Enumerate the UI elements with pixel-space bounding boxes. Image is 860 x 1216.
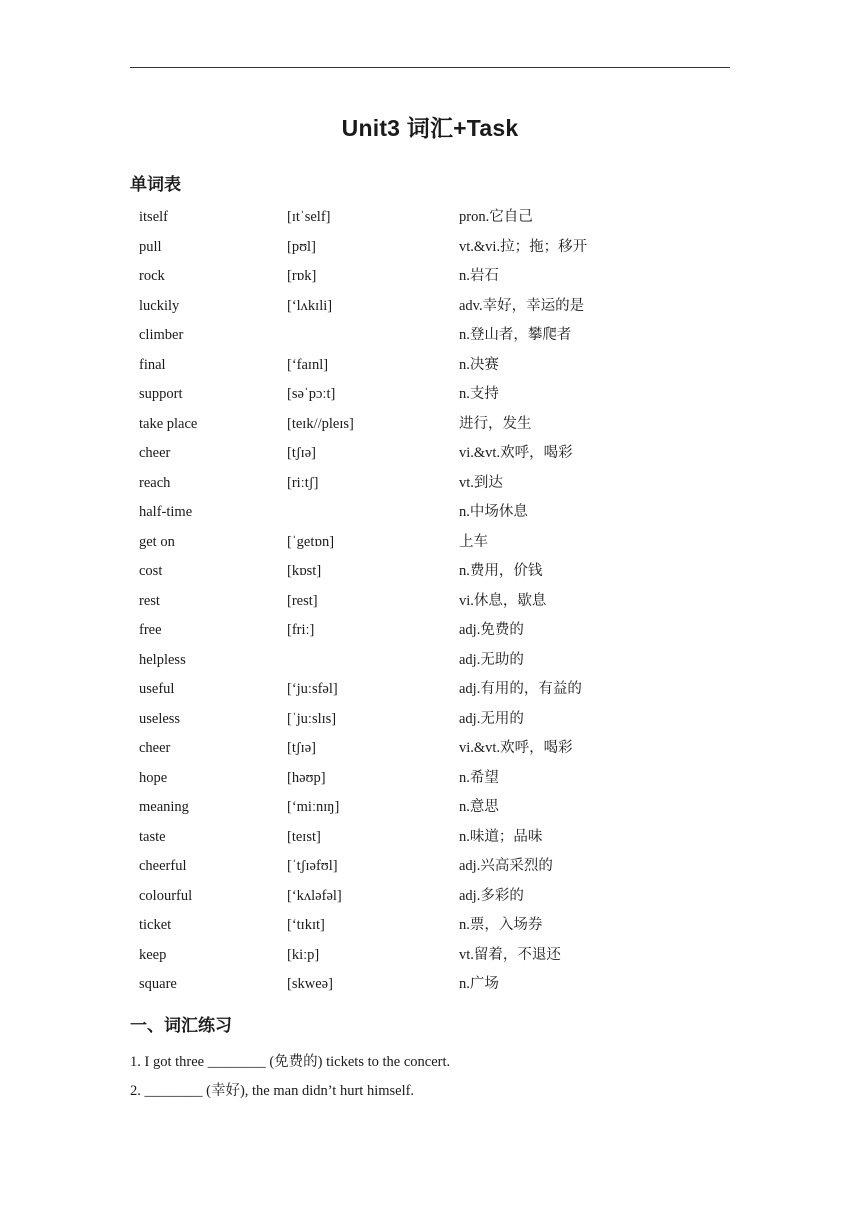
vocab-meaning: n.支持 xyxy=(459,386,499,402)
vocab-word: ticket xyxy=(139,917,172,933)
vocab-phonetic: [pʊl] xyxy=(287,238,316,255)
vocab-word: hope xyxy=(139,769,168,786)
vocab-meaning: adj.有用的，有益的 xyxy=(459,681,582,697)
vocab-word: free xyxy=(139,622,162,638)
vocab-word: pull xyxy=(139,238,162,255)
vocab-word: itself xyxy=(139,209,168,225)
vocab-word: rest xyxy=(139,592,160,609)
vocab-phonetic: [‘tɪkɪt] xyxy=(287,917,325,933)
vocab-phonetic: [teɪst] xyxy=(287,828,321,845)
vocab-phonetic: [‘miːnɪŋ] xyxy=(287,799,340,815)
vocab-phonetic: [‘juːsfəl] xyxy=(287,681,338,697)
vocab-meaning: n.希望 xyxy=(459,769,499,786)
vocab-meaning: adj.无用的 xyxy=(459,710,524,727)
vocab-word: keep xyxy=(139,946,167,963)
vocab-word: helpless xyxy=(139,651,186,668)
vocab-meaning: n.广场 xyxy=(459,976,499,992)
vocab-word: useless xyxy=(139,710,181,727)
vocab-word: useful xyxy=(139,681,175,697)
vocab-word: get on xyxy=(139,533,175,550)
vocab-phonetic: [teɪk//pleɪs] xyxy=(287,415,354,432)
vocab-meaning: vt.到达 xyxy=(459,474,503,491)
vocab-meaning: n.票，入场券 xyxy=(459,917,543,933)
vocab-phonetic: [‘kʌləfəl] xyxy=(287,887,342,904)
vocab-word: reach xyxy=(139,474,171,491)
vocab-phonetic: [friː] xyxy=(287,622,315,638)
vocab-meaning: vi.&vt.欢呼，喝彩 xyxy=(459,445,573,461)
vocab-phonetic: [kiːp] xyxy=(287,946,320,963)
vocab-word: cheer xyxy=(139,445,171,461)
header-rule xyxy=(130,67,730,68)
vocab-phonetic: [həʊp] xyxy=(287,769,326,786)
vocab-phonetic: [‘lʌkɪli] xyxy=(287,297,333,314)
vocab-word: cheerful xyxy=(139,858,187,874)
vocab-heading: 单词表 xyxy=(130,175,181,194)
vocab-phonetic: [tʃɪə] xyxy=(287,445,316,461)
vocab-meaning: n.中场休息 xyxy=(459,504,528,520)
vocab-phonetic: [rest] xyxy=(287,592,318,609)
vocab-word: meaning xyxy=(139,799,189,815)
vocab-phonetic: [‘faɪnl] xyxy=(287,356,329,373)
vocab-meaning: adj.多彩的 xyxy=(459,887,524,904)
vocab-phonetic: [kɒst] xyxy=(287,563,322,579)
vocab-meaning: adv.幸好，幸运的是 xyxy=(459,297,585,314)
vocab-meaning: n.费用，价钱 xyxy=(459,563,543,579)
vocab-meaning: n.决赛 xyxy=(459,356,499,373)
vocab-meaning: adj.免费的 xyxy=(459,622,524,638)
vocab-meaning: vi.&vt.欢呼，喝彩 xyxy=(459,740,573,756)
exercise-item-2: 2. ________ (幸好), the man didn’t hurt himself. xyxy=(130,1083,415,1099)
vocab-phonetic: [ˈjuːslɪs] xyxy=(287,710,337,727)
vocab-meaning: vi.休息，歇息 xyxy=(459,592,547,609)
page-title: Unit3 词汇+Task xyxy=(341,115,519,141)
vocab-word: support xyxy=(139,386,183,402)
vocab-meaning: pron.它自己 xyxy=(459,209,533,225)
exercise-heading: 一、词汇练习 xyxy=(130,1016,232,1035)
vocab-word: rock xyxy=(139,268,165,284)
vocab-word: taste xyxy=(139,828,166,845)
vocab-word: colourful xyxy=(139,887,193,904)
vocab-meaning: n.意思 xyxy=(459,799,499,815)
vocab-phonetic: [tʃɪə] xyxy=(287,740,316,756)
vocab-word: final xyxy=(139,356,166,373)
vocab-phonetic: [ˈtʃɪəfʊl] xyxy=(287,858,338,874)
vocab-meaning: n.岩石 xyxy=(459,268,499,284)
vocab-phonetic: [rɒk] xyxy=(287,268,317,284)
vocab-meaning: vt.&vi.拉；拖；移开 xyxy=(459,238,588,255)
vocab-word: square xyxy=(139,976,177,992)
vocab-word: half-time xyxy=(139,504,193,520)
vocab-meaning: 进行，发生 xyxy=(459,415,532,432)
vocab-meaning: n.味道；品味 xyxy=(459,828,543,845)
vocab-phonetic: [səˈpɔːt] xyxy=(287,386,336,402)
vocab-meaning: n.登山者，攀爬者 xyxy=(459,327,572,343)
vocab-phonetic: [ˈgetɒn] xyxy=(287,533,335,550)
vocab-phonetic: [ɪtˈself] xyxy=(287,209,331,225)
vocab-meaning: adj.无助的 xyxy=(459,651,524,668)
vocab-word: luckily xyxy=(139,297,180,314)
exercise-item-1: 1. I got three ________ (免费的) tickets to the concert. xyxy=(130,1054,451,1070)
vocab-meaning: 上车 xyxy=(459,533,488,550)
vocab-phonetic: [skweə] xyxy=(287,976,333,992)
vocab-word: cost xyxy=(139,563,163,579)
vocab-word: climber xyxy=(139,327,184,343)
vocab-meaning: adj.兴高采烈的 xyxy=(459,858,553,874)
vocab-phonetic: [riːtʃ] xyxy=(287,474,319,491)
vocab-word: take place xyxy=(139,415,198,432)
vocab-word: cheer xyxy=(139,740,171,756)
vocab-meaning: vt.留着，不退还 xyxy=(459,946,561,963)
